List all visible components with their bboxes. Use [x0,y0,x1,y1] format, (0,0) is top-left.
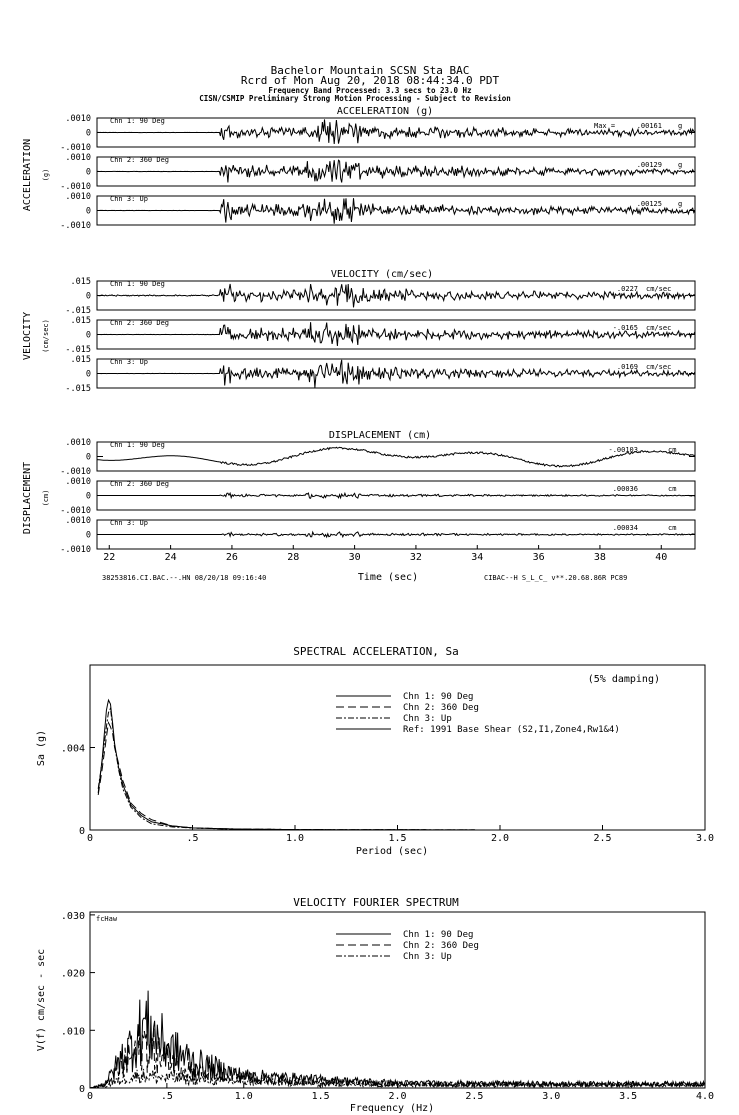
y-tick-label: -.0010 [60,143,91,153]
x-tick-label: 24 [164,552,177,563]
header [199,64,511,103]
header-band: Frequency Band Processed: 3.3 secs to 23.0 Hz [268,86,472,95]
peak-value: .00036 [612,485,638,493]
y-tick-label: .0010 [65,438,91,448]
y-tick-label: 0 [85,369,91,380]
displacement-title: DISPLACEMENT (cm) [328,430,432,441]
y-tick-label: -.0010 [60,221,91,231]
x-tick-label: 32 [409,552,422,563]
legend-entry: Chn 1: 90 Deg [403,692,474,702]
waveform-trace [97,322,695,346]
footer-right: CIBAC--H S_L_C_ v**.20.68.86R PC89 [484,574,628,582]
legend-entry: Chn 3: Up [403,714,452,724]
x-origin-label: 0 [86,1091,94,1102]
fs-xlabel: Frequency (Hz) [349,1103,435,1114]
acceleration-panel [22,106,695,231]
acceleration-title: ACCELERATION (g) [336,106,434,117]
peak-value: .0169 [616,363,638,371]
fs-ylabel: V(f) cm/sec - sec [36,948,47,1052]
peak-value: .00034 [612,524,638,532]
plot-frame [90,912,705,1088]
sa-annotation: (5% damping) [587,674,660,685]
plot-frame [90,665,705,830]
x-tick-label: 26 [225,552,238,563]
waveform-trace [97,360,695,388]
peak-value: -.00103 [608,446,638,454]
x-tick-label: .5 [160,1091,173,1102]
waveform-trace [97,532,695,537]
sa-ylabel: Sa (g) [36,729,47,767]
y-tick-label: -.015 [65,306,91,316]
velocity-yunit: (cm/sec) [42,319,50,353]
velocity-ylabel: VELOCITY [22,311,33,361]
y-tick-label: -.015 [65,384,91,394]
y-tick-label: 0 [78,826,85,837]
y-tick-label: -.0010 [60,545,91,555]
x-tick-label: 3.0 [695,833,715,844]
channel-label: Chn 1: 90 Deg [110,117,165,125]
x-tick-label: 3.5 [619,1091,638,1102]
header-processing: CISN/CSMIP Preliminary Strong Motion Processing - Subject to Revision [199,94,511,103]
y-tick-label: .010 [60,1026,85,1038]
channel-label: Chn 2: 360 Deg [110,319,170,327]
header-station: Bachelor Mountain SCSN Sta BAC [270,64,470,77]
x-origin-label: 0 [86,833,94,844]
waveform-trace [97,198,695,224]
y-tick-label: 0 [85,452,91,463]
fs-corner-label: fcHaw [96,915,118,923]
channel-label: Chn 1: 90 Deg [110,441,165,449]
y-tick-label: -.015 [65,345,91,355]
y-tick-label: 0 [85,491,91,502]
y-tick-label: .0010 [65,477,91,487]
x-tick-label: 1.0 [285,833,305,844]
peak-value: .00161 [636,122,662,130]
y-tick-label: 0 [85,530,91,541]
channel-label: Chn 2: 360 Deg [110,480,170,488]
sa-curve [98,723,705,830]
y-tick-label: 0 [78,1084,85,1095]
x-tick-label: 36 [532,552,545,563]
y-tick-label: 0 [85,167,91,178]
peak-value: .00129 [636,161,662,169]
x-tick-label: 2.0 [388,1091,407,1102]
x-tick-label: 2.5 [593,833,612,844]
y-tick-label: -.0010 [60,506,91,516]
channel-label: Chn 3: Up [110,519,148,527]
x-tick-label: 4.0 [695,1091,715,1102]
legend-entry: Chn 2: 360 Deg [403,941,479,951]
y-tick-label: 0 [85,330,91,341]
y-tick-label: 0 [85,291,91,302]
time-axis-label: Time (sec) [357,572,419,583]
y-tick-label: 0 [85,128,91,139]
x-tick-label: 22 [103,552,116,563]
legend-entry: Chn 2: 360 Deg [403,703,479,713]
x-tick-label: 1.0 [234,1091,253,1102]
x-tick-label: 1.5 [311,1091,330,1102]
y-tick-label: .0010 [65,153,91,163]
x-tick-label: 38 [593,552,606,563]
fs-title: VELOCITY FOURIER SPECTRUM [293,896,459,909]
fourier-curve [90,1069,704,1088]
x-tick-label: 34 [471,552,484,563]
y-tick-label: .015 [70,355,91,365]
waveform-trace [97,160,695,182]
legend-entry: Ref: 1991 Base Shear (S2,I1,Zone4,Rw1&4) [403,725,620,735]
peak-unit: g [678,200,683,208]
waveform-trace [97,447,695,467]
sa-xlabel: Period (sec) [355,846,429,857]
peak-unit: cm [668,446,677,454]
max-label: Max = [594,122,616,130]
channel-label: Chn 3: Up [110,358,148,366]
peak-unit: g [678,122,683,130]
y-tick-label: -.0010 [60,467,91,477]
peak-unit: g [678,161,683,169]
spectral-acceleration-chart [36,645,714,857]
velocity-panel [22,269,695,394]
y-tick-label: 0 [85,206,91,217]
peak-value: -.0165 [612,324,638,332]
peak-unit: cm [668,524,677,532]
peak-value: .0227 [616,285,638,293]
displacement-ylabel: DISPLACEMENT [22,461,33,535]
displacement-yunit: (cm) [42,489,50,507]
footer-left: 38253816.CI.BAC.--.HN 08/20/18 09:16:40 [102,574,267,582]
legend-entry: Chn 1: 90 Deg [403,930,474,940]
displacement-panel [22,430,695,583]
waveform-trace [97,284,695,307]
y-tick-label: .030 [60,910,85,922]
x-tick-label: 40 [655,552,668,563]
peak-unit: cm/sec [646,324,672,332]
channel-label: Chn 2: 360 Deg [110,156,170,164]
velocity-fourier-chart [36,896,714,1114]
sa-curve [98,700,705,830]
y-tick-label: .020 [60,968,85,980]
y-tick-label: .004 [60,743,85,755]
x-tick-label: 2.5 [465,1091,484,1102]
y-tick-label: .015 [70,277,91,287]
channel-label: Chn 3: Up [110,195,148,203]
y-tick-label: .015 [70,316,91,326]
peak-unit: cm [668,485,677,493]
x-tick-label: 2.0 [490,833,510,844]
x-tick-label: 3.0 [542,1091,561,1102]
y-tick-label: -.0010 [60,182,91,192]
sa-title: SPECTRAL ACCELERATION, Sa [293,645,459,658]
legend-entry: Chn 3: Up [403,952,452,962]
peak-unit: cm/sec [646,285,672,293]
header-record: Rcrd of Mon Aug 20, 2018 08:44:34.0 PDT [240,74,500,87]
acceleration-yunit: (g) [42,168,50,182]
y-tick-label: .0010 [65,114,91,124]
x-tick-label: 28 [287,552,300,563]
acceleration-ylabel: ACCELERATION [22,138,33,212]
x-tick-label: 30 [348,552,361,563]
waveform-trace [97,493,695,498]
x-tick-label: .5 [186,833,199,844]
channel-label: Chn 1: 90 Deg [110,280,165,288]
peak-unit: cm/sec [646,363,672,371]
x-tick-label: 1.5 [388,833,407,844]
velocity-title: VELOCITY (cm/sec) [330,269,434,280]
peak-value: .00125 [636,200,662,208]
y-tick-label: .0010 [65,516,91,526]
y-tick-label: .0010 [65,192,91,202]
